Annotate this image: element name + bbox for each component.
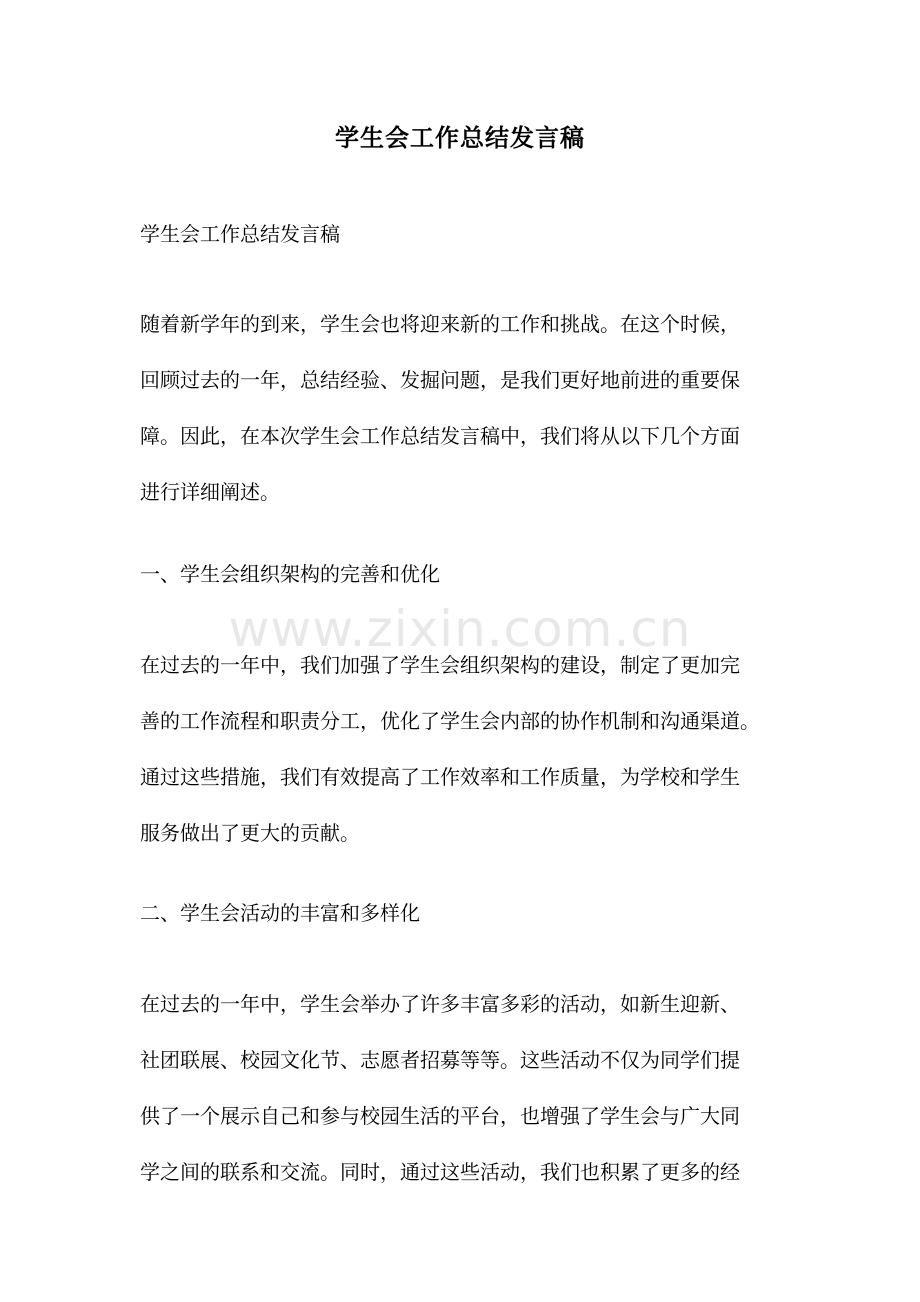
section-1-line: 善的工作流程和职责分工，优化了学生会内部的协作机制和沟通渠道。	[140, 709, 760, 733]
section-1-line: 通过这些措施，我们有效提高了工作效率和工作质量，为学校和学生	[140, 765, 740, 789]
section-2-line: 学之间的联系和交流。同时，通过这些活动，我们也积累了更多的经	[140, 1160, 740, 1184]
section-1-heading: 一、学生会组织架构的完善和优化	[140, 562, 440, 586]
section-2-line: 供了一个展示自己和参与校园生活的平台，也增强了学生会与广大同	[140, 1104, 740, 1128]
section-1-line: 在过去的一年中，我们加强了学生会组织架构的建设，制定了更加完	[140, 653, 740, 677]
intro-line: 障。因此，在本次学生会工作总结发言稿中，我们将从以下几个方面	[140, 424, 740, 448]
intro-paragraph	[140, 296, 800, 520]
section-2-heading: 二、学生会活动的丰富和多样化	[140, 901, 420, 925]
intro-line: 随着新学年的到来，学生会也将迎来新的工作和挑战。在这个时候，	[140, 312, 740, 336]
intro-line: 回顾过去的一年，总结经验、发掘问题，是我们更好地前进的重要保	[140, 368, 740, 392]
section-2-line: 社团联展、校园文化节、志愿者招募等等。这些活动不仅为同学们提	[140, 1048, 740, 1072]
document-subtitle: 学生会工作总结发言稿	[140, 222, 340, 246]
watermark: www.zixin.com.cn	[228, 600, 692, 658]
section-2-paragraph	[140, 976, 800, 1200]
page-title: 学生会工作总结发言稿	[335, 123, 585, 152]
intro-line: 进行详细阐述。	[140, 480, 280, 504]
section-2-line: 在过去的一年中，学生会举办了许多丰富多彩的活动，如新生迎新、	[140, 992, 740, 1016]
section-1-paragraph	[140, 637, 800, 861]
section-1-line: 服务做出了更大的贡献。	[140, 821, 360, 845]
